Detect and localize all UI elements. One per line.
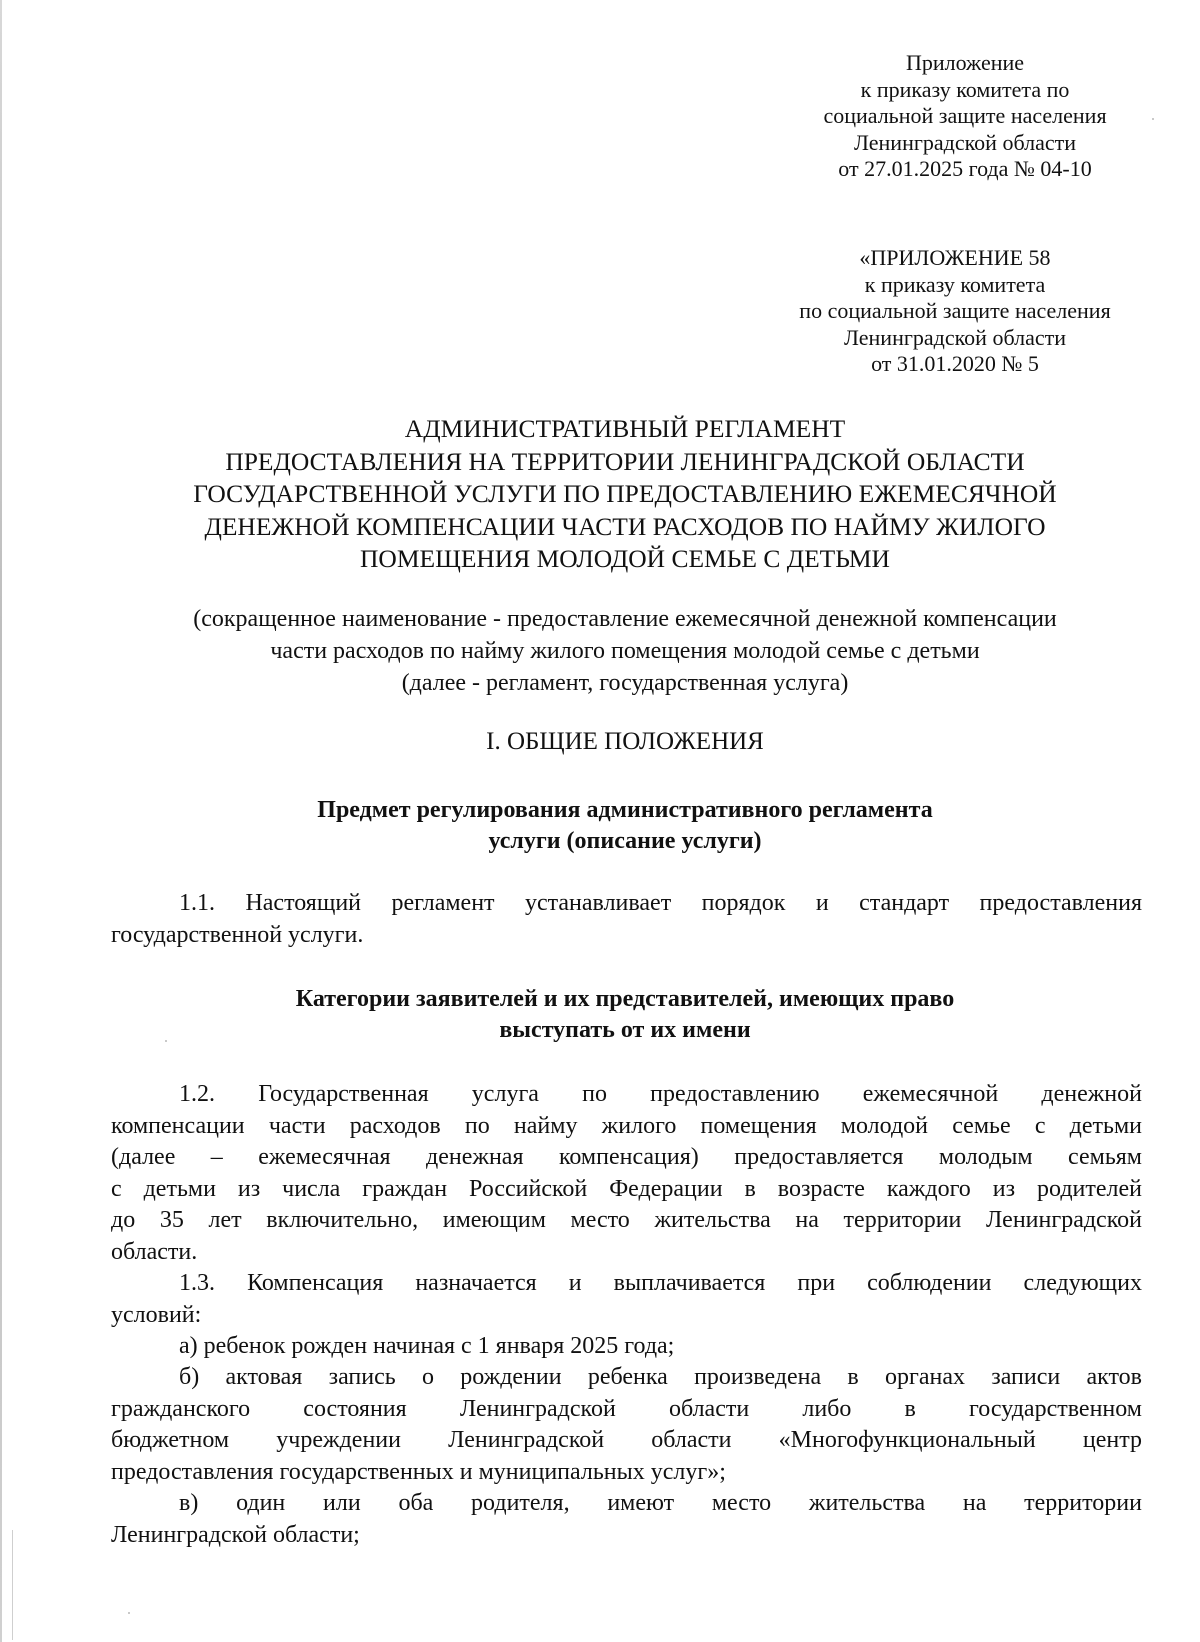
- appendix-line: «ПРИЛОЖЕНИЕ 58: [859, 245, 1051, 270]
- scan-speck: [1152, 118, 1154, 120]
- appendix-line: от 31.01.2020 № 5: [871, 351, 1039, 376]
- short-name-line: (сокращенное наименование - предоставление ежемесячной денежной компенсации: [193, 606, 1057, 632]
- subheading-line: услуги (описание услуги): [488, 828, 762, 854]
- paragraph-line: бюджетном учреждении Ленинградской области «Многофункциональный центр: [111, 1427, 1142, 1453]
- paragraph-line: в) один или оба родителя, имеют место жительства на территории: [179, 1490, 1142, 1516]
- appendix-line: Приложение: [905, 50, 1025, 75]
- paragraph-line: гражданского состояния Ленинградской области либо в государственном: [111, 1395, 1142, 1422]
- scan-edge-line: [0, 0, 2, 1642]
- short-name-line: части расходов по найму жилого помещения молодой семье с детьми: [270, 638, 980, 664]
- appendix-line: от 27.01.2025 года № 04-10: [838, 156, 1092, 181]
- subheading-applicants: [110, 984, 1140, 1046]
- scan-speck: [165, 1040, 167, 1042]
- paragraph-line: а) ребенок рожден начиная с 1 января 2025 года;: [179, 1333, 675, 1359]
- subheading-line: выступать от их имени: [499, 1017, 751, 1043]
- paragraph-item-v: [111, 1488, 1142, 1551]
- appendix-line: по социальной защите населения: [799, 298, 1111, 323]
- paragraph-line: условий:: [111, 1301, 202, 1328]
- paragraph-line: Ленинградской области;: [111, 1521, 360, 1548]
- paragraph-line: 1.3. Компенсация назначается и выплачивается при соблюдении следующих: [179, 1270, 1142, 1296]
- subheading-subject: [110, 795, 1140, 857]
- paragraph-line: б) актовая запись о рождении ребенка произведена в органах записи актов: [179, 1364, 1142, 1390]
- paragraph-line: с детьми из числа граждан Российской Федерации в возрасте каждого из родителей: [111, 1175, 1142, 1202]
- paragraph-item-a: [111, 1331, 1142, 1363]
- short-name-note: [110, 603, 1140, 699]
- section-title: I. ОБЩИЕ ПОЛОЖЕНИЯ: [486, 728, 764, 755]
- scan-speck: [128, 1612, 130, 1614]
- paragraph-line: до 35 лет включительно, имеющим место жительства на территории Ленинградской: [111, 1207, 1142, 1233]
- title-line: ГОСУДАРСТВЕННОЙ УСЛУГИ ПО ПРЕДОСТАВЛЕНИЮ ЕЖЕМЕСЯЧНОЙ: [193, 479, 1057, 508]
- paragraph-1-3: [111, 1268, 1142, 1331]
- appendix-line: Ленинградской области: [844, 324, 1066, 350]
- short-name-line: (далее - регламент, государственная услуга): [401, 670, 849, 696]
- scan-edge-line: [12, 1530, 13, 1640]
- appendix-header-original: [775, 245, 1135, 378]
- appendix-line: Ленинградской области: [854, 129, 1076, 155]
- document-title: [110, 413, 1140, 576]
- paragraph-item-b: [111, 1362, 1142, 1488]
- paragraph-1-2: [111, 1079, 1142, 1268]
- subheading-line: Предмет регулирования административного регламента: [317, 797, 933, 823]
- paragraph-line: государственной услуги.: [111, 921, 364, 948]
- title-line: ПОМЕЩЕНИЯ МОЛОДОЙ СЕМЬЕ С ДЕТЬМИ: [360, 544, 890, 573]
- title-line: АДМИНИСТРАТИВНЫЙ РЕГЛАМЕНТ: [404, 414, 846, 443]
- appendix-line: к приказу комитета: [864, 271, 1046, 297]
- subheading-line: Категории заявителей и их представителей, имеющих право: [295, 986, 955, 1012]
- paragraph-1-1: [111, 888, 1142, 951]
- paragraph-line: компенсации части расходов по найму жилого помещения молодой семье с детьми: [111, 1112, 1142, 1139]
- appendix-line: к приказу комитета по: [860, 76, 1070, 102]
- paragraph-line: 1.2. Государственная услуга по предоставлению ежемесячной денежной: [179, 1081, 1142, 1107]
- paragraph-line: (далее – ежемесячная денежная компенсация) предоставляется молодым семьям: [111, 1144, 1142, 1170]
- paragraph-line: области.: [111, 1238, 198, 1265]
- title-line: ПРЕДОСТАВЛЕНИЯ НА ТЕРРИТОРИИ ЛЕНИНГРАДСКОЙ ОБЛАСТИ: [225, 446, 1025, 476]
- appendix-header-current: [800, 50, 1130, 183]
- paragraph-line: 1.1. Настоящий регламент устанавливает порядок и стандарт предоставления: [179, 890, 1142, 916]
- appendix-line: социальной защите населения: [823, 103, 1107, 128]
- paragraph-line: предоставления государственных и муниципальных услуг»;: [111, 1458, 726, 1485]
- title-line: ДЕНЕЖНОЙ КОМПЕНСАЦИИ ЧАСТИ РАСХОДОВ ПО НАЙМУ ЖИЛОГО: [204, 511, 1046, 541]
